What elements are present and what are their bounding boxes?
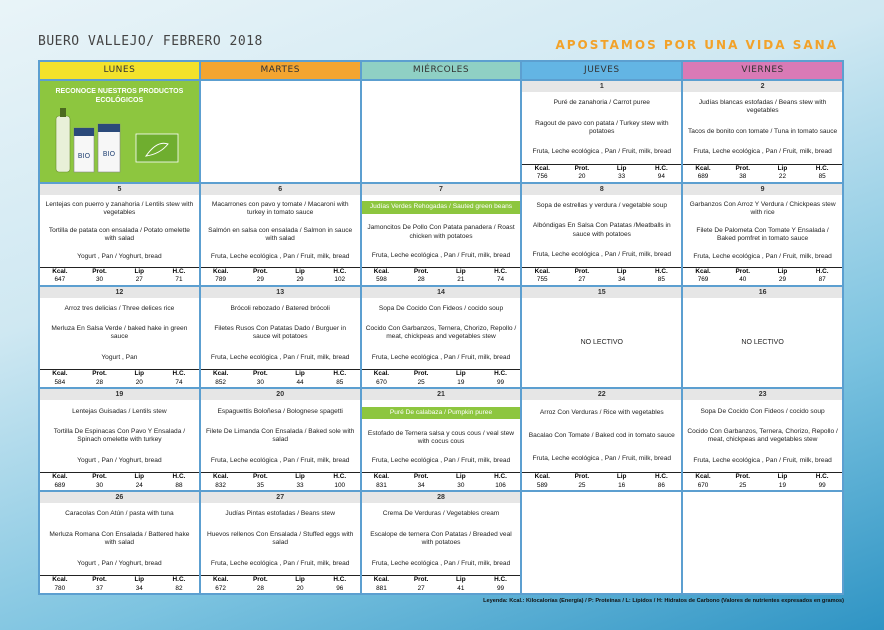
carbs-label: H.C.	[654, 164, 668, 172]
kcal-value: 598	[376, 276, 387, 284]
lipid-label: Lip	[134, 370, 145, 378]
lipid-label: Lip	[295, 576, 305, 583]
kcal-label: Kcal.	[52, 576, 68, 583]
day-number: 21	[362, 389, 521, 400]
protein-value: 28	[417, 276, 425, 284]
kcal-value: 852	[215, 378, 226, 386]
carbs-value: 100	[334, 481, 346, 489]
second-course: Merluza Romana Con Ensalada / Battered hake with salad	[49, 530, 190, 547]
nutrition-table	[40, 575, 199, 593]
dessert: Fruta, Leche ecológica , Pan / Fruit, milk, bread	[693, 252, 832, 260]
day-number: 9	[683, 184, 842, 195]
kcal-label: Kcal.	[52, 473, 68, 481]
lipid-value: 34	[135, 584, 143, 592]
nutrition-table	[40, 267, 199, 285]
carbs-value: 82	[175, 584, 183, 592]
day-number: 14	[362, 287, 521, 298]
kcal-value: 689	[54, 481, 66, 489]
lipid-label: Lip	[295, 370, 305, 378]
empty-day-cell	[683, 492, 842, 593]
day-cell-26	[40, 492, 199, 593]
nutrition-table	[683, 164, 842, 182]
carbs-value: 102	[334, 276, 346, 284]
dessert: Fruta, Leche ecológica , Pan / Fruit, milk, bread	[693, 148, 832, 156]
carbs-value: 85	[336, 378, 344, 386]
kcal-value: 789	[215, 276, 226, 284]
protein-value: 25	[739, 481, 747, 489]
kcal-label: Kcal.	[52, 267, 68, 275]
meals-list	[683, 92, 842, 164]
kcal-value: 670	[697, 481, 709, 489]
nutrition-table	[201, 472, 360, 490]
kcal-value: 755	[536, 276, 548, 284]
day-cell-23	[683, 389, 842, 490]
kcal-value: 832	[215, 481, 226, 489]
kcal-value: 670	[376, 378, 387, 386]
eu-organic-leaf-icon	[136, 134, 178, 162]
carbs-label: H.C.	[333, 473, 347, 481]
day-header-miercoles: MIÉRCOLES	[362, 62, 521, 79]
nutrition-table	[40, 472, 199, 490]
kcal-label: Kcal.	[373, 576, 390, 583]
day-cell-1	[522, 81, 681, 182]
protein-label: Prot.	[413, 267, 429, 275]
kcal-label: Kcal.	[52, 370, 68, 378]
day-number: 6	[201, 184, 360, 195]
day-number: 23	[683, 389, 842, 400]
protein-label: Prot.	[253, 473, 268, 481]
day-cell-8	[522, 184, 681, 285]
nutrition-table	[362, 472, 521, 490]
protein-value: 30	[95, 481, 104, 489]
dessert: Fruta, Leche ecológica , Pan / Fruit, milk, bread	[693, 456, 832, 464]
day-number: 2	[683, 81, 842, 92]
second-course: Ragout de pavo con patata / Turkey stew with potatoes	[535, 119, 669, 135]
second-course: Estofado de Ternera salsa y cous cous / veal stew with cocus cous	[367, 430, 515, 446]
lipid-label: Lip	[456, 267, 466, 275]
kcal-label: Kcal.	[534, 164, 550, 172]
first-course: Sopa De Cocido Con Fideos / cocido soup	[378, 304, 504, 312]
nutrition-table	[522, 164, 681, 182]
protein-value: 34	[417, 481, 425, 489]
carbs-label: H.C.	[333, 267, 347, 275]
bio-label-1: BIO	[77, 151, 91, 160]
first-course: Lentejas con puerro y zanahoria / Lentils stew with vegetables	[45, 200, 194, 216]
protein-value: 28	[256, 584, 264, 592]
lipid-value: 44	[296, 378, 304, 386]
lipid-label: Lip	[456, 370, 466, 378]
nutrition-table	[201, 575, 360, 593]
protein-value: 38	[739, 173, 747, 181]
protein-label: Prot.	[735, 473, 751, 481]
meals-list	[201, 195, 360, 267]
carbs-value: 88	[175, 481, 183, 489]
meals-list	[362, 503, 521, 575]
lipid-value: 19	[457, 378, 465, 386]
kcal-value: 672	[215, 584, 226, 592]
lipid-label: Lip	[616, 473, 627, 481]
first-course: Judías Pintas estofadas / Beans stew	[225, 510, 335, 518]
carbs-value: 85	[657, 276, 665, 284]
carbs-value: 87	[818, 276, 826, 284]
dessert: Yogurt , Pan / Yoghurt, bread	[77, 252, 162, 260]
first-course: Puré de zanahoria / Carrot puree	[553, 99, 650, 107]
lipid-label: Lip	[616, 164, 627, 172]
day-number: 19	[40, 389, 199, 400]
nutrition-table	[201, 369, 360, 387]
protein-label: Prot.	[735, 267, 751, 275]
bottle-cap-icon	[60, 108, 66, 117]
lipid-value: 41	[457, 584, 465, 592]
kcal-label: Kcal.	[373, 370, 390, 378]
dessert: Fruta, Leche ecológica , Pan / Fruit, milk, bread	[371, 251, 511, 259]
lipid-value: 29	[296, 276, 304, 284]
carbs-label: H.C.	[654, 473, 668, 481]
lipid-label: Lip	[616, 267, 627, 275]
lipid-value: 30	[457, 481, 465, 489]
day-cell-21	[362, 389, 521, 490]
empty-day-cell	[522, 492, 681, 593]
nutrition-table	[522, 472, 681, 490]
eco-products-promo	[40, 81, 199, 182]
lipid-label: Lip	[456, 473, 466, 481]
carbs-label: H.C.	[815, 164, 829, 172]
oil-bottle-icon	[56, 116, 70, 172]
carbs-value: 86	[657, 481, 665, 489]
protein-label: Prot.	[92, 576, 107, 583]
kcal-label: Kcal.	[695, 267, 711, 275]
first-course: Lentejas Guisadas / Lentils stew	[72, 407, 167, 415]
first-course: Brócoli rebozado / Batered brócoli	[230, 304, 330, 312]
protein-label: Prot.	[253, 576, 268, 583]
second-course: Salmón en salsa con ensalada / Salmon in sauce with salad	[208, 226, 353, 242]
carbs-label: H.C.	[494, 370, 507, 378]
carbs-label: H.C.	[494, 473, 507, 481]
menu-calendar-grid	[38, 60, 844, 595]
lipid-value: 33	[296, 481, 304, 489]
protein-label: Prot.	[92, 473, 107, 481]
lipid-value: 29	[778, 276, 786, 284]
day-number: 28	[362, 492, 521, 503]
carbs-value: 74	[496, 276, 505, 284]
day-number: 12	[40, 287, 199, 298]
menu-title: BUERO VALLEJO/ FEBRERO 2018	[38, 34, 263, 49]
lipid-value: 22	[778, 173, 786, 181]
protein-label: Prot.	[574, 267, 590, 275]
second-course: Cocido Con Garbanzos, Ternera, Chorizo, Repollo / meat, chickpeas and vegetables stew	[687, 428, 838, 444]
lipid-label: Lip	[134, 473, 145, 481]
nutrition-table	[201, 267, 360, 285]
nutrition-table	[683, 472, 842, 490]
kcal-label: Kcal.	[534, 473, 550, 481]
day-cell-28	[362, 492, 521, 593]
meals-list	[40, 503, 199, 575]
day-number: 22	[522, 389, 681, 400]
nutrition-table	[362, 575, 521, 593]
carbs-label: H.C.	[172, 267, 186, 275]
day-cell-9	[683, 184, 842, 285]
day-header-martes: MARTES	[201, 62, 360, 79]
dessert: Fruta, Leche ecológica , Pan / Fruit, milk, bread	[210, 559, 350, 567]
protein-label: Prot.	[735, 164, 751, 172]
meals-list	[683, 195, 842, 267]
nutrition-table	[40, 369, 199, 387]
carbs-value: 99	[496, 584, 505, 592]
meals-list	[40, 195, 199, 267]
carbs-label: H.C.	[172, 473, 186, 481]
lipid-label: Lip	[134, 576, 145, 583]
meals-list	[522, 195, 681, 267]
protein-label: Prot.	[413, 473, 429, 481]
no-school-label: NO LECTIVO	[580, 338, 623, 346]
lipid-value: 24	[135, 481, 143, 489]
protein-value: 35	[256, 481, 264, 489]
empty-day-cell	[201, 81, 360, 182]
day-cell-27	[201, 492, 360, 593]
second-course: Bacalao Con Tomate / Baked cod in tomato sauce	[528, 432, 675, 440]
kcal-label: Kcal.	[534, 267, 550, 275]
day-cell-13	[201, 287, 360, 388]
first-course: Macarrones con pavo y tomate / Macaroni with turkey in tomato sauce	[211, 200, 349, 216]
protein-label: Prot.	[253, 267, 268, 275]
second-course: Huevos rellenos Con Ensalada / Stuffed eggs with salad	[206, 530, 354, 547]
second-course: Filete De Palometa Con Tomate Y Ensalada / Baked pomfret in tomato sauce	[696, 226, 829, 242]
second-course: Tacos de bonito con tomate / Tuna in tomato sauce	[688, 127, 838, 135]
first-course: Judías blancas estofadas / Beans stew with vegetables	[698, 99, 827, 115]
day-number: 1	[522, 81, 681, 92]
kcal-label: Kcal.	[373, 473, 390, 481]
second-course: Filete De Limanda Con Ensalada / Baked sole with salad	[205, 428, 355, 444]
day-number: 5	[40, 184, 199, 195]
nutrition-table	[362, 267, 521, 285]
kcal-value: 756	[536, 173, 548, 181]
day-header-viernes: VIERNES	[683, 62, 842, 79]
second-course: Cocido Con Garbanzos, Ternera, Chorizo, Repollo / meat, chickpeas and vegetables stew	[365, 325, 517, 341]
day-number: 13	[201, 287, 360, 298]
second-course: Tortilla de patata con ensalada / Potato omelette with salad	[48, 226, 190, 242]
kcal-value: 881	[376, 584, 387, 592]
dessert: Fruta, Leche ecológica , Pan / Fruit, milk, bread	[532, 148, 672, 156]
bio-label-2: BIO	[102, 149, 116, 158]
carbs-label: H.C.	[172, 576, 186, 583]
eco-promo-title: RECONOCE NUESTROS PRODUCTOS ECOLÓGICOS	[55, 88, 184, 105]
carbs-value: 99	[818, 481, 826, 489]
meals-list	[522, 400, 681, 472]
protein-label: Prot.	[253, 370, 268, 378]
kcal-label: Kcal.	[695, 473, 711, 481]
kcal-value: 689	[697, 173, 709, 181]
first-course: Arroz Con Verduras / Rice with vegetables	[539, 408, 664, 416]
carbs-value: 71	[175, 276, 183, 284]
day-cell-15	[522, 287, 681, 388]
meals-list	[201, 400, 360, 472]
nutrition-table	[522, 267, 681, 285]
second-course: Merluza En Salsa Verde / baked hake in green sauce	[51, 325, 188, 341]
kcal-label: Kcal.	[213, 473, 229, 481]
nutrition-table	[362, 369, 521, 387]
nutrition-table	[683, 267, 842, 285]
meals-list	[683, 400, 842, 472]
lipid-label: Lip	[777, 473, 788, 481]
day-cell-14	[362, 287, 521, 388]
dessert: Yogurt , Pan / Yoghurt, bread	[77, 456, 162, 464]
dessert: Fruta, Leche ecológica , Pan / Fruit, milk, bread	[371, 559, 511, 567]
carbs-label: H.C.	[815, 473, 829, 481]
day-cell-12	[40, 287, 199, 388]
protein-value: 27	[578, 276, 586, 284]
carbs-label: H.C.	[815, 267, 829, 275]
eco-products-illustration	[46, 104, 201, 176]
meals-list	[522, 92, 681, 164]
protein-value: 40	[739, 276, 747, 284]
meals-list	[40, 400, 199, 472]
lipid-label: Lip	[134, 267, 145, 275]
day-header-jueves: JUEVES	[522, 62, 681, 79]
first-course: Espaguettis Boloñesa / Bolognese spagetti	[217, 407, 343, 415]
day-number: 16	[683, 287, 842, 298]
dessert: Yogurt , Pan / Yoghurt, bread	[77, 559, 162, 567]
lipid-value: 20	[135, 378, 143, 386]
protein-value: 30	[95, 276, 104, 284]
carbs-value: 106	[495, 481, 506, 489]
first-course: Garbanzos Con Arroz Y Verdura / Chickpeas stew with rice	[689, 200, 836, 216]
protein-label: Prot.	[574, 164, 590, 172]
protein-value: 20	[578, 173, 586, 181]
first-course: Crema De Verduras / Vegetables cream	[382, 510, 500, 518]
day-number: 7	[362, 184, 521, 195]
dessert: Fruta, Leche ecológica , Pan / Fruit, milk, bread	[210, 252, 350, 260]
kcal-value: 831	[376, 481, 387, 489]
carbs-value: 99	[496, 378, 505, 386]
lipid-value: 27	[135, 276, 143, 284]
kcal-value: 769	[697, 276, 709, 284]
carbs-label: H.C.	[333, 370, 347, 378]
day-cell-2	[683, 81, 842, 182]
protein-value: 30	[256, 378, 264, 386]
carbs-label: H.C.	[494, 576, 507, 583]
carbs-value: 94	[657, 173, 665, 181]
first-course: Sopa De Cocido Con Fideos / cocido soup	[700, 407, 825, 415]
day-cell-6	[201, 184, 360, 285]
lipid-label: Lip	[456, 576, 466, 583]
no-school-label: NO LECTIVO	[741, 338, 784, 346]
lipid-value: 20	[296, 584, 304, 592]
second-course: Tortilla De Espinacas Con Pavo Y Ensalada / Spinach omelette with turkey	[53, 428, 186, 444]
day-number: 27	[201, 492, 360, 503]
second-course: Albóndigas En Salsa Con Patatas /Meatballs in sauce with potatoes	[532, 222, 671, 238]
nutrient-legend: Leyenda: Kcal.: Kilocalorías (Energía) / P: Proteínas / L: Lípidos / H: Hidratos de Carbono (Valores de nutrientes expresados en gramos)	[483, 598, 844, 604]
lipid-value: 34	[618, 276, 626, 284]
protein-label: Prot.	[574, 473, 590, 481]
day-cell-16	[683, 287, 842, 388]
meals-list	[362, 400, 521, 472]
protein-value: 28	[95, 378, 104, 386]
day-number: 20	[201, 389, 360, 400]
day-cell-5	[40, 184, 199, 285]
lipid-label: Lip	[295, 473, 305, 481]
meals-list	[40, 298, 199, 370]
lipid-label: Lip	[777, 267, 788, 275]
dessert: Fruta, Leche ecológica , Pan / Fruit, milk, bread	[532, 251, 672, 259]
dessert: Fruta, Leche ecológica , Pan / Fruit, milk, bread	[371, 457, 511, 465]
kcal-label: Kcal.	[213, 267, 229, 275]
first-course: Puré De calabaza / Pumpkin puree	[362, 407, 521, 419]
kcal-value: 584	[54, 378, 66, 386]
second-course: Filetes Rusos Con Patatas Dado / Burguer in sauce wit potatoes	[214, 325, 346, 341]
meals-list	[201, 298, 360, 370]
dessert: Fruta, Leche ecológica , Pan / Fruit, milk, bread	[371, 354, 511, 361]
carton-band-icon	[98, 124, 120, 132]
protein-label: Prot.	[92, 370, 107, 378]
kcal-value: 647	[54, 276, 66, 284]
meals-list	[201, 503, 360, 575]
kcal-label: Kcal.	[213, 370, 229, 378]
lipid-label: Lip	[295, 267, 305, 275]
dessert: Fruta, Leche ecológica , Pan / Fruit, milk, bread	[532, 455, 672, 463]
carbs-label: H.C.	[172, 370, 186, 378]
protein-value: 27	[417, 584, 425, 592]
protein-value: 29	[256, 276, 264, 284]
carbs-label: H.C.	[333, 576, 347, 583]
dessert: Fruta, Leche ecológica , Pan / Fruit, milk, bread	[210, 354, 350, 361]
day-number: 8	[522, 184, 681, 195]
carton-band-icon	[74, 128, 94, 136]
dessert: Fruta, Leche ecológica , Pan / Fruit, milk, bread	[210, 456, 350, 464]
kcal-label: Kcal.	[213, 576, 229, 583]
kcal-label: Kcal.	[695, 164, 711, 172]
day-number: 26	[40, 492, 199, 503]
second-course: Jamoncitos De Pollo Con Patata panadera / Roast chicken with potatoes	[367, 224, 515, 240]
meals-list	[362, 195, 521, 267]
kcal-value: 589	[536, 481, 548, 489]
protein-value: 25	[417, 378, 425, 386]
first-course: Sopa de estrellas y verdura / vegetable soup	[536, 201, 668, 209]
protein-value: 25	[578, 481, 586, 489]
lipid-value: 21	[457, 276, 465, 284]
lipid-value: 33	[618, 173, 626, 181]
slogan: APOSTAMOS POR UNA VIDA SANA	[555, 38, 838, 52]
day-cell-20	[201, 389, 360, 490]
protein-value: 37	[95, 584, 104, 592]
first-course: Caracolas Con Atún / pasta with tuna	[65, 510, 174, 518]
first-course: Arroz tres delicias / Three delices rice	[64, 304, 175, 312]
protein-label: Prot.	[413, 370, 429, 378]
day-cell-7	[362, 184, 521, 285]
day-cell-22	[522, 389, 681, 490]
carbs-value: 85	[818, 173, 826, 181]
day-header-lunes: LUNES	[40, 62, 199, 79]
lipid-value: 16	[618, 481, 626, 489]
kcal-value: 780	[54, 584, 66, 592]
carbs-value: 74	[175, 378, 183, 386]
meals-list	[362, 298, 521, 370]
first-course: Judías Verdes Rehogadas / Sauted green beans	[362, 201, 521, 213]
kcal-label: Kcal.	[373, 267, 390, 275]
second-course: Escalope de ternera Con Patatas / Breaded veal with potatoes	[370, 530, 512, 547]
carbs-label: H.C.	[654, 267, 668, 275]
day-number: 15	[522, 287, 681, 298]
protein-label: Prot.	[92, 267, 107, 275]
carbs-label: H.C.	[494, 267, 507, 275]
empty-day-cell	[362, 81, 521, 182]
protein-label: Prot.	[413, 576, 429, 583]
lipid-label: Lip	[777, 164, 788, 172]
carbs-value: 96	[336, 584, 344, 592]
dessert: Yogurt , Pan	[101, 354, 138, 361]
day-cell-19	[40, 389, 199, 490]
lipid-value: 19	[778, 481, 786, 489]
